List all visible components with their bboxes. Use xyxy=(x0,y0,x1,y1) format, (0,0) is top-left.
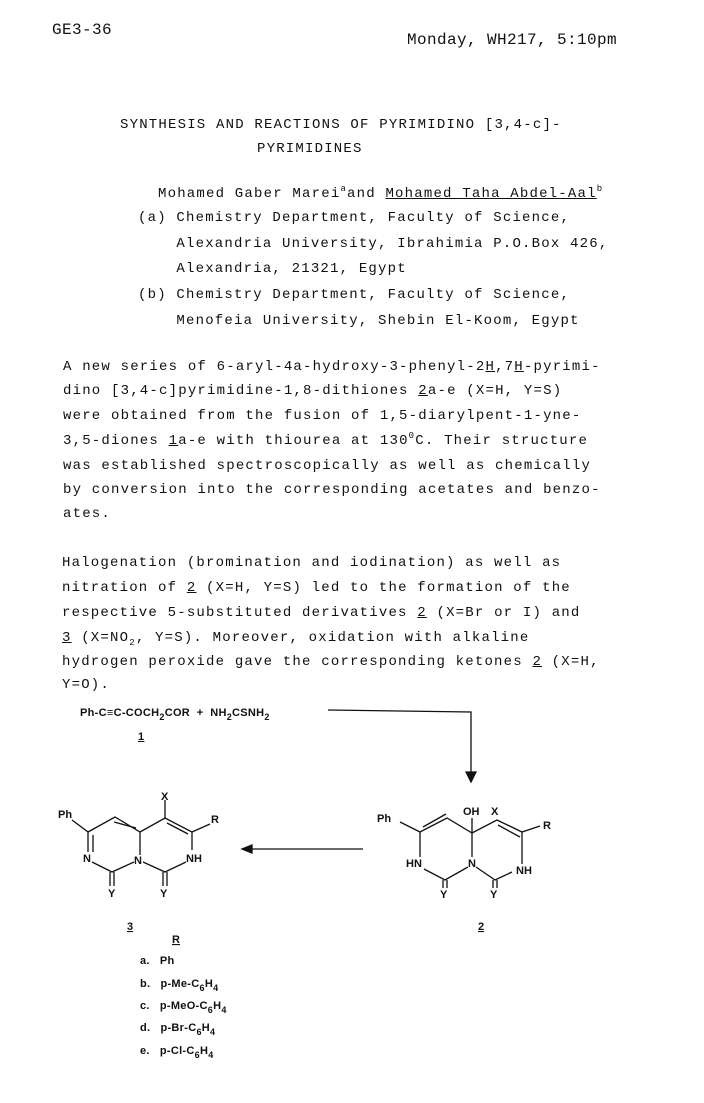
atom-x: X xyxy=(491,806,499,818)
subscript: 2 xyxy=(129,638,136,648)
text-segment: nitration of xyxy=(62,580,187,596)
subscript: 6 xyxy=(196,1027,202,1037)
subscript: 2 xyxy=(226,712,232,722)
compound-label-1: 1 xyxy=(138,731,145,743)
atom-n: N xyxy=(83,853,91,865)
superscript: 0 xyxy=(408,431,416,441)
compound-number: 2 xyxy=(532,654,543,670)
text-line xyxy=(140,976,218,992)
arrowhead xyxy=(466,772,476,782)
subscript: 6 xyxy=(194,1050,200,1060)
atom-y: Y xyxy=(490,889,498,901)
text-segment: by conversion into the corresponding acetates and benzo- xyxy=(63,482,601,498)
subscript: 4 xyxy=(221,1005,227,1015)
text-segment: respective 5-substituted derivatives xyxy=(62,605,418,621)
session-info: Monday, WH217, 5:10pm xyxy=(407,31,618,49)
document-code: GE3-36 xyxy=(52,21,113,39)
subscript: 2 xyxy=(264,712,270,722)
author-2-affiliation: b xyxy=(596,184,604,194)
affiliation-line: (a) Chemistry Department, Faculty of Science, xyxy=(138,210,571,226)
atom-n: N xyxy=(134,855,142,867)
subscript: 6 xyxy=(199,983,205,993)
text-segment: hydrogen peroxide gave the corresponding ketones xyxy=(62,654,533,670)
text-segment: 3,5-diones xyxy=(63,433,169,449)
subscript: 4 xyxy=(213,983,219,993)
text-segment: d. p-Br-C xyxy=(140,1022,197,1034)
text-segment: Y=O). xyxy=(62,677,111,693)
compound-label-3: 3 xyxy=(127,921,134,933)
compound-number: 2 xyxy=(186,580,197,596)
subscript: 6 xyxy=(207,1005,214,1015)
text-segment: H xyxy=(201,1022,211,1034)
compound-number: H xyxy=(514,359,524,375)
text-segment: ,7 xyxy=(495,359,515,375)
text-segment: C. Their structure xyxy=(415,433,589,449)
title-line-2: PYRIMIDINES xyxy=(257,141,363,157)
text-line xyxy=(140,1043,214,1059)
text-segment: was established spectroscopically as well as chemically xyxy=(63,458,592,474)
text-segment: A new series of 6-aryl-4a-hydroxy-3-phenyl-2 xyxy=(63,359,486,375)
compound-label-2: 2 xyxy=(478,921,485,933)
atom-ph: Ph xyxy=(377,813,392,825)
text-segment: H xyxy=(204,978,214,990)
affiliation-line: Menofeia University, Shebin El-Koom, Egypt xyxy=(138,313,580,329)
text-segment: a. Ph xyxy=(140,955,175,967)
affiliation-line: Alexandria University, Ibrahimia P.O.Box 426, xyxy=(138,236,609,252)
authors-and: and xyxy=(347,186,386,202)
affiliation-line: Alexandria, 21321, Egypt xyxy=(138,261,407,277)
atom-x: X xyxy=(161,791,169,803)
author-2: Mohamed Taha Abdel-Aal xyxy=(385,186,597,202)
text-segment: CSNH xyxy=(232,707,265,719)
author-1-affiliation: a xyxy=(340,184,348,194)
title-line-1: SYNTHESIS AND REACTIONS OF PYRIMIDINO [3,4-c]- xyxy=(120,117,562,133)
text-segment: (X=H, Y=S) led to the formation of the xyxy=(196,580,571,596)
text-segment: a-e (X=H, Y=S) xyxy=(427,383,563,399)
compound-number: H xyxy=(485,359,496,375)
text-segment: COR + NH xyxy=(164,707,227,719)
text-segment: were obtained from the fusion of 1,5-diarylpent-1-yne- xyxy=(63,408,582,424)
text-segment: H xyxy=(213,1000,222,1012)
text-segment: b. p-Me-C xyxy=(140,978,200,990)
text-segment: a-e with thiourea at 130 xyxy=(178,433,409,449)
subscript: 2 xyxy=(159,712,165,722)
text-segment: H xyxy=(199,1045,209,1057)
structure-3 xyxy=(72,800,210,886)
atom-y: Y xyxy=(160,888,168,900)
atom-ph: Ph xyxy=(58,809,73,821)
r-group-header: R xyxy=(172,934,180,946)
text-segment: (X=NO xyxy=(71,630,130,646)
text-segment: , Y=S). Moreover, oxidation with alkaline xyxy=(135,630,530,646)
atom-y: Y xyxy=(440,889,448,901)
atom-r: R xyxy=(543,820,551,832)
arrowhead xyxy=(242,845,252,853)
affiliation-line: (b) Chemistry Department, Faculty of Science, xyxy=(138,287,571,303)
text-segment: dino [3,4-c]pyrimidine-1,8-dithiones xyxy=(63,383,419,399)
text-segment: (X=Br or I) and xyxy=(426,605,581,621)
atom-nh: NH xyxy=(516,865,532,877)
atom-nh: NH xyxy=(186,853,202,865)
subscript: 4 xyxy=(208,1050,214,1060)
author-1: Mohamed Gaber Marei xyxy=(158,186,341,202)
atom-r: R xyxy=(211,814,219,826)
text-segment: c. p-MeO-C xyxy=(140,1000,208,1012)
text-segment: Ph-C≡C-COCH xyxy=(80,707,160,719)
text-line xyxy=(140,1020,215,1036)
compound-number: 3 xyxy=(62,630,72,646)
text-segment: -pyrimi- xyxy=(523,359,601,375)
reaction-arrow-down xyxy=(328,710,471,775)
atom-oh: OH xyxy=(463,806,480,818)
text-line xyxy=(140,953,175,969)
subscript: 4 xyxy=(210,1027,216,1037)
atom-y: Y xyxy=(108,888,116,900)
compound-number: 2 xyxy=(418,383,428,399)
atom-hn: HN xyxy=(406,858,422,870)
atom-n: N xyxy=(468,858,476,870)
text-segment: (X=H, xyxy=(542,654,600,670)
compound-number: 2 xyxy=(417,605,427,621)
text-segment: Halogenation (bromination and iodination) as well as xyxy=(62,555,562,571)
compound-number: 1 xyxy=(168,433,179,449)
text-segment: ates. xyxy=(63,506,112,522)
text-line xyxy=(140,998,227,1014)
text-segment: e. p-Cl-C xyxy=(140,1045,195,1057)
